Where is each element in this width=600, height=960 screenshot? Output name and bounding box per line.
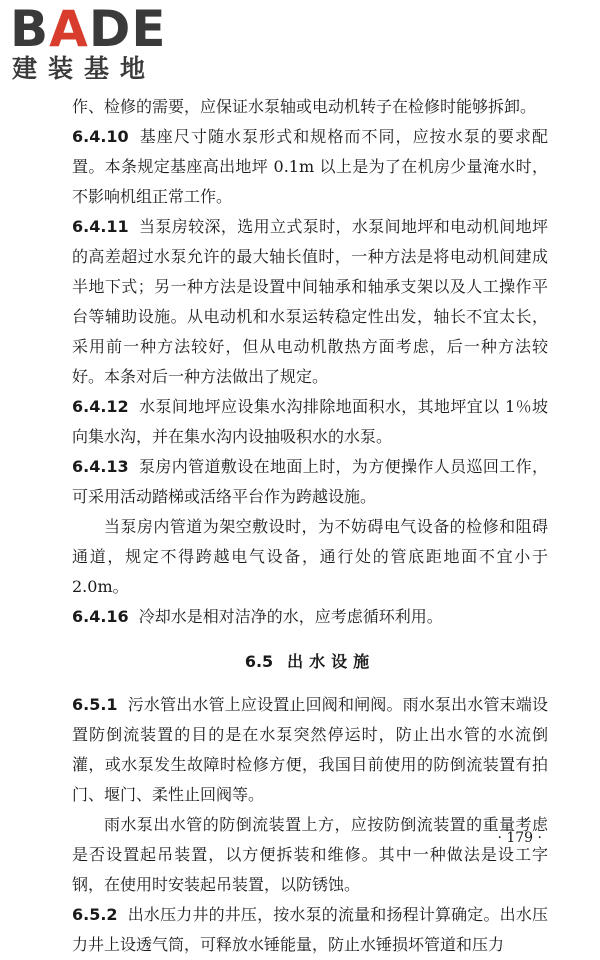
paragraph-text: 基座尺寸随水泵形式和规格而不同，应按水泵的要求配置。本条规定基座高出地坪 0.1m 以上是为了在机房少量淹水时，不影响机组正常工作。 <box>72 127 548 206</box>
bade-logo <box>10 0 180 90</box>
paragraph-text: 当泵房内管道为架空敷设时，为不妨碍电气设备的检修和阻碍通道，规定不得跨越电气设备，通行处的管底距地面不宜小于 2.0m。 <box>72 517 548 596</box>
paragraph <box>72 92 548 122</box>
paragraph-text: 冷却水是相对洁净的水，应考虑循环利用。 <box>138 607 443 626</box>
paragraph <box>72 212 548 392</box>
paragraph-text: 泵房内管道敷设在地面上时，为方便操作人员巡回工作，可采用活动踏梯或活络平台作为跨越设施。 <box>72 457 548 506</box>
paragraph-text: 出水压力井的井压，按水泵的流量和扬程计算确定。出水压力井上设透气筒，可释放水锤能量，防止水锤损坏管道和压力 <box>72 905 548 954</box>
logo-letter-b: B <box>10 0 50 58</box>
logo-subtitle: 建装基地 <box>12 54 157 83</box>
clause-number: 6.5.1 <box>72 695 118 714</box>
section-title: 出水设施 <box>287 652 376 671</box>
logo-letters-de: DE <box>88 0 167 58</box>
clause-number: 6.4.12 <box>72 397 129 416</box>
paragraph <box>72 690 548 810</box>
logo-letter-a-accent: A <box>49 0 89 58</box>
section-number: 6.5 <box>244 652 274 671</box>
logo-wordmark <box>10 0 180 58</box>
clause-number: 6.4.16 <box>72 607 129 626</box>
clause-number: 6.4.13 <box>72 457 129 476</box>
section-heading <box>72 642 548 682</box>
clause-number: 6.5.2 <box>72 905 118 924</box>
paragraph-text: 作、检修的需要，应保证水泵轴或电动机转子在检修时能够拆卸。 <box>72 97 537 116</box>
paragraph-text: 污水管出水管上应设置止回阀和闸阀。雨水泵出水管末端设置防倒流装置的目的是在水泵突然停运时，防止出水管的水流倒灌，或水泵发生故障时检修方便，我国目前使用的防倒流装置有拍门、堰门、柔性止回阀等。 <box>72 695 548 804</box>
paragraph <box>72 512 548 602</box>
paragraph <box>72 122 548 212</box>
page-number: · 179 · <box>497 830 542 846</box>
paragraph <box>72 392 548 452</box>
clause-number: 6.4.10 <box>72 127 129 146</box>
document-body <box>72 92 548 960</box>
paragraph <box>72 452 548 512</box>
paragraph-text: 雨水泵出水管的防倒流装置上方，应按防倒流装置的重量考虑是否设置起吊装置，以方便拆装和维修。其中一种做法是设工字钢，在使用时安装起吊装置，以防锈蚀。 <box>72 815 548 894</box>
paragraph <box>72 900 548 960</box>
paragraph <box>72 602 548 632</box>
clause-number: 6.4.11 <box>72 217 129 236</box>
paragraph-text: 当泵房较深，选用立式泵时，水泵间地坪和电动机间地坪的高差超过水泵允许的最大轴长值时，一种方法是将电动机间建成半地下式；另一种方法是设置中间轴承和轴承支架以及人工操作平台等辅助设施。从电动机和水泵运转稳定性出发，轴长不宜太长，采用前一种方法较好，但从电动机散热方面考虑，后一种方法较好。本条对后一种方法做出了规定。 <box>72 217 548 386</box>
paragraph-text: 水泵间地坪应设集水沟排除地面积水，其地坪宜以 1％坡向集水沟，并在集水沟内设抽吸积水的水泵。 <box>72 397 548 446</box>
paragraph <box>72 810 548 900</box>
